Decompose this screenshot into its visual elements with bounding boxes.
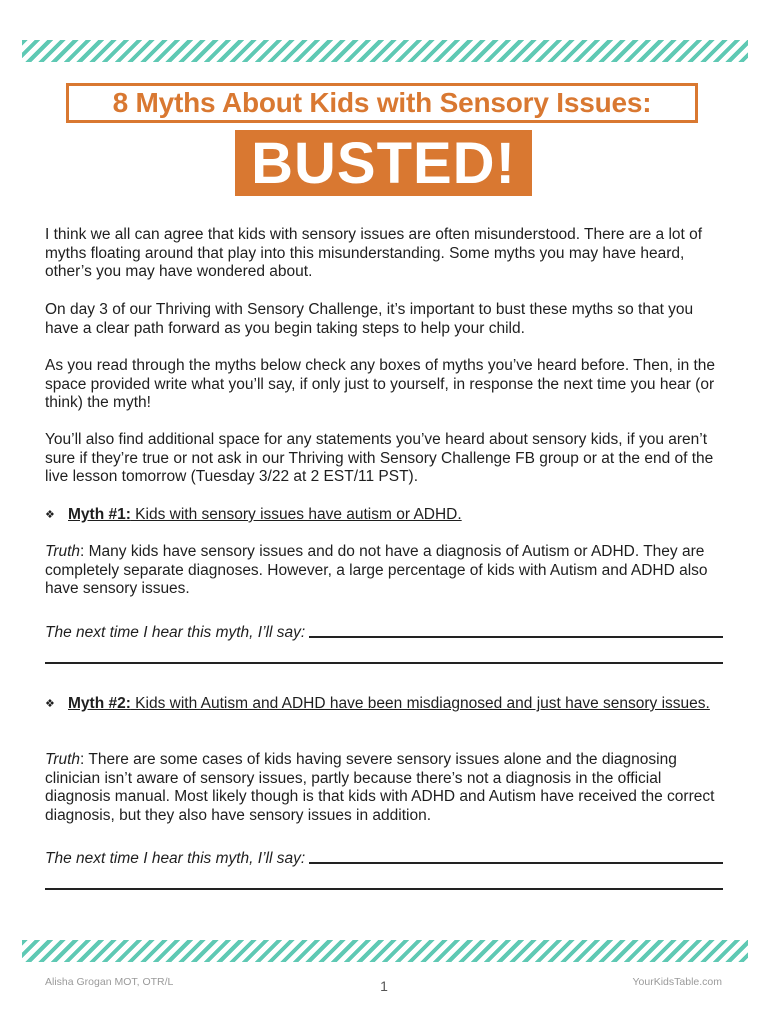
myth-1-truth	[45, 543, 725, 599]
myth-1-response-prompt: The next time I hear this myth, I’ll say:	[45, 624, 306, 641]
myth-2-response-prompt: The next time I hear this myth, I’ll say:	[45, 850, 306, 867]
myth-2-truth	[45, 751, 725, 825]
diamond-bullet-icon: ❖	[45, 509, 55, 521]
myth-2-statement: Kids with Autism and ADHD have been misdiagnosed and just have sensory issues.	[130, 695, 710, 712]
intro-paragraph-3: As you read through the myths below check any boxes of myths you’ve heard before. Then, in the space provided write what you’ll say, if only just to yourself, in response the next time you hear (or think) the myth!	[45, 357, 716, 411]
intro-paragraph-2: On day 3 of our Thriving with Sensory Challenge, it’s important to bust these myths so that you have a clear path forward as you begin taking steps to help your child.	[45, 301, 694, 337]
intro-paragraph-1: I think we all can agree that kids with sensory issues are often misunderstood. There are a lot of myths floating around that play into this misunderstanding. Some myths you may have heard, other’s you may have wondered about.	[45, 226, 703, 280]
page-number: 1	[380, 978, 388, 994]
intro-paragraph-4: You’ll also find additional space for any statements you’ve heard about sensory kids, if you aren’t sure if they’re true or not ask in our Thriving with Sensory Challenge FB group or at the end of the live lesson tomorrow (Tuesday 3/22 at 2 EST/11 PST).	[45, 431, 714, 485]
footer-website: YourKidsTable.com	[632, 976, 722, 988]
myth-2-response-line[interactable]	[309, 862, 723, 864]
myth-2-truth-text: : There are some cases of kids having severe sensory issues alone and the diagnosing clinician isn’t aware of sensory issues, partly because there’s not a diagnosis in the official diagnosis manual. Most likely though is that kids with ADHD and Autism have received the correct diagnosis, but they also have sensory issues in addition.	[45, 751, 715, 824]
page-title: 8 Myths About Kids with Sensory Issues:	[66, 83, 698, 123]
myth-2-response-row	[45, 848, 723, 868]
myth-1-label: Myth #1:	[68, 506, 131, 523]
myth-2-response-extra-line[interactable]	[45, 888, 723, 890]
bottom-stripe-border	[22, 940, 748, 962]
top-stripe-border	[22, 40, 748, 62]
myth-1-truth-text: : Many kids have sensory issues and do not have a diagnosis of Autism or ADHD. They are completely separate diagnoses. However, a large percentage of kids with Autism and ADHD also have sensory issues.	[45, 543, 708, 597]
busted-banner: BUSTED!	[235, 130, 532, 196]
truth-label: Truth	[45, 751, 81, 768]
myth-1-statement: Kids with sensory issues have autism or ADHD.	[130, 506, 462, 523]
myth-2-heading	[45, 695, 725, 714]
myth-1-response-line[interactable]	[309, 636, 723, 638]
footer-author: Alisha Grogan MOT, OTR/L	[45, 976, 174, 988]
myth-2-label: Myth #2:	[68, 695, 131, 712]
truth-label: Truth	[45, 543, 81, 560]
myth-1-response-extra-line[interactable]	[45, 662, 723, 664]
myth-1-heading	[45, 506, 725, 525]
diamond-bullet-icon: ❖	[45, 698, 55, 710]
myth-1-response-row	[45, 622, 723, 642]
